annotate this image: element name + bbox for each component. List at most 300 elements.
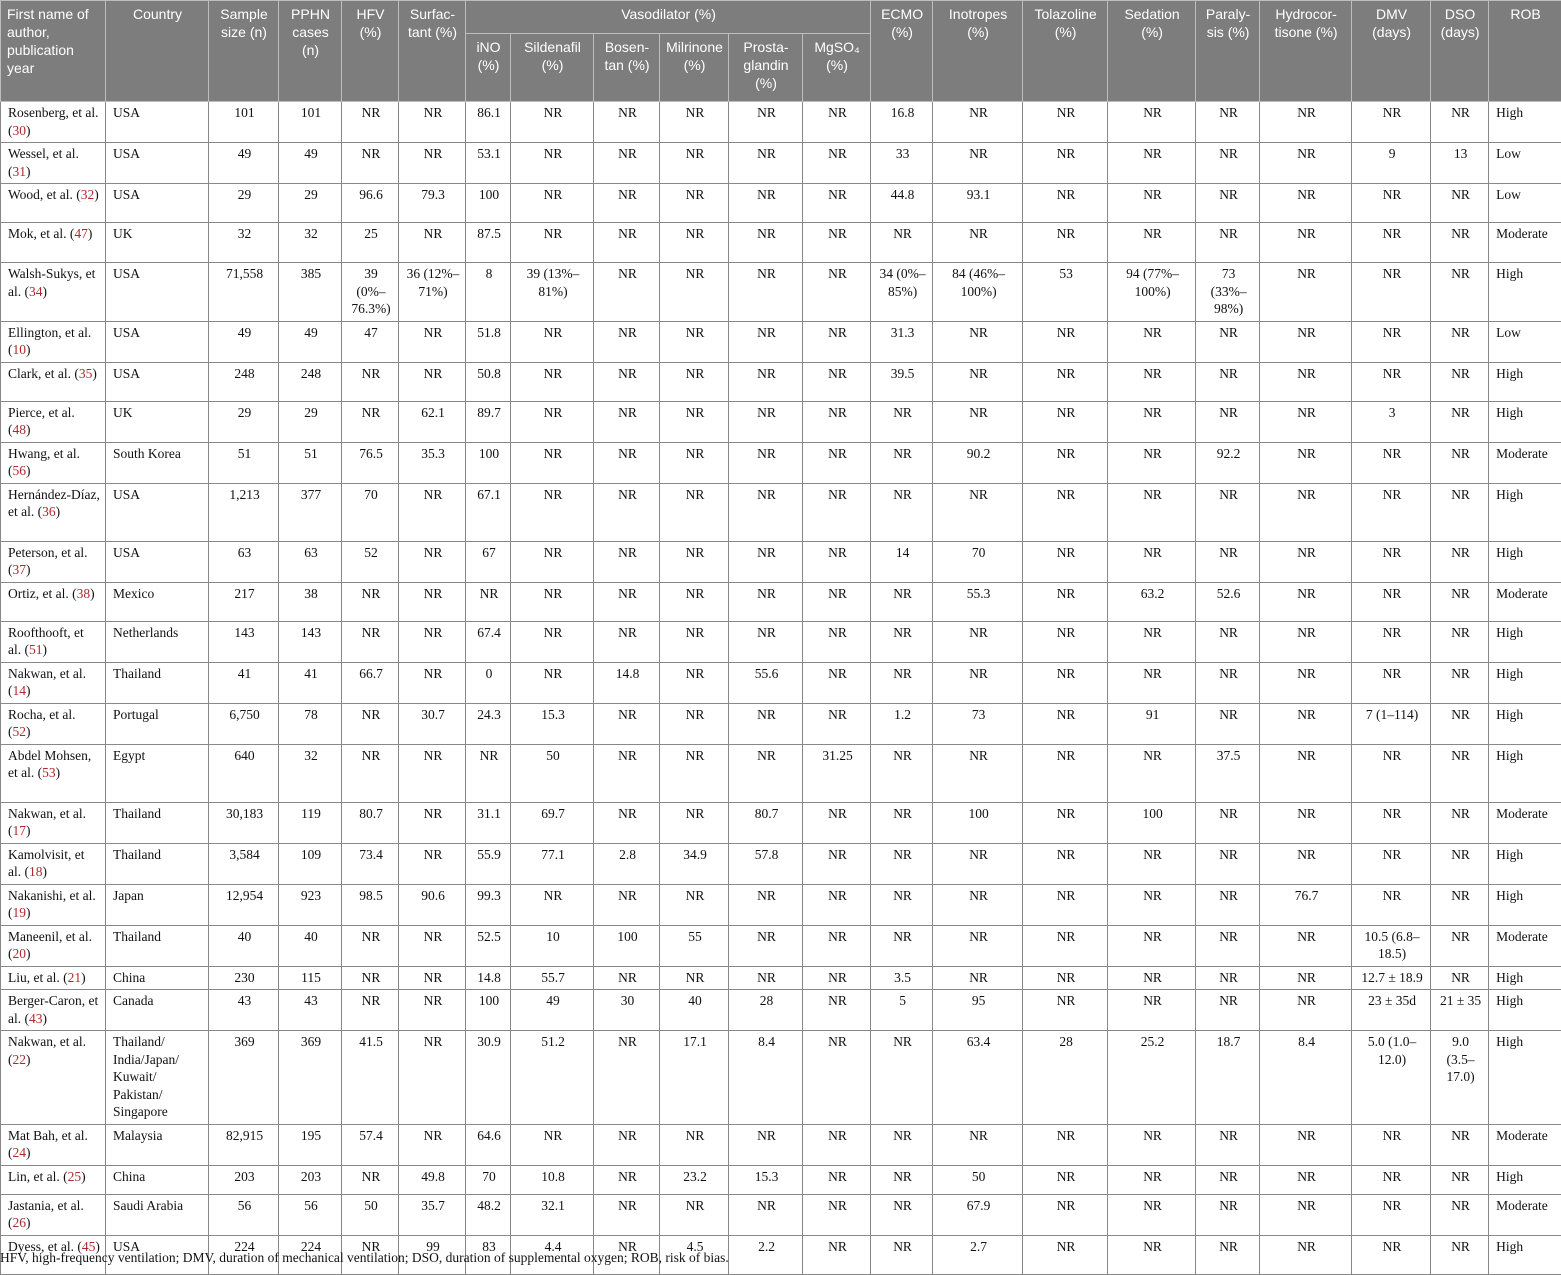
table-row xyxy=(1,1031,1561,1125)
cell-ecmo: NR xyxy=(871,1165,933,1194)
cell-sample-size: 49 xyxy=(209,321,279,362)
cell-hfv: NR xyxy=(342,1165,399,1194)
cell-inotropes: 2.7 xyxy=(933,1235,1023,1274)
cell-inotropes: NR xyxy=(933,662,1023,703)
author-name: Rocha, et al. xyxy=(8,707,75,722)
cell-country: Thailand xyxy=(106,802,209,843)
cell-mgso4: NR xyxy=(803,662,871,703)
cell-ino: 64.6 xyxy=(466,1124,511,1165)
table-row xyxy=(1,582,1561,621)
cell-rob: Moderate xyxy=(1489,1124,1561,1165)
cell-ino: NR xyxy=(466,744,511,802)
cell-milrinone: 55 xyxy=(660,925,729,966)
cell-country: USA xyxy=(106,321,209,362)
cell-sildenafil: NR xyxy=(511,483,594,541)
cell-bosentan: NR xyxy=(594,184,660,223)
cell-milrinone: NR xyxy=(660,966,729,990)
cell-ecmo: 14 xyxy=(871,541,933,582)
cell-mgso4: NR xyxy=(803,703,871,744)
cell-prostaglandin: 15.3 xyxy=(729,1165,803,1194)
reference-link[interactable]: 36 xyxy=(42,504,56,519)
header-rob: ROB xyxy=(1489,1,1561,102)
cell-sedation: NR xyxy=(1108,483,1196,541)
cell-dso: NR xyxy=(1431,362,1489,401)
cell-dso: NR xyxy=(1431,1235,1489,1274)
cell-ino: 48.2 xyxy=(466,1194,511,1235)
cell-paralysis: NR xyxy=(1196,925,1260,966)
reference-link[interactable]: 56 xyxy=(13,463,27,478)
cell-ino: 31.1 xyxy=(466,802,511,843)
cell-ino: 67.4 xyxy=(466,621,511,662)
cell-hfv: 41.5 xyxy=(342,1031,399,1125)
reference-link[interactable]: 26 xyxy=(13,1215,27,1230)
cell-rob: Moderate xyxy=(1489,802,1561,843)
cell-hydrocortisone: NR xyxy=(1260,263,1352,322)
cell-prostaglandin: NR xyxy=(729,925,803,966)
reference-link[interactable]: 19 xyxy=(13,905,27,920)
cell-mgso4: NR xyxy=(803,884,871,925)
cell-inotropes: NR xyxy=(933,362,1023,401)
cell-tolazoline: NR xyxy=(1023,1235,1108,1274)
cell-surfactant: NR xyxy=(399,621,466,662)
cell-sedation: NR xyxy=(1108,990,1196,1031)
reference-link[interactable]: 31 xyxy=(13,164,27,179)
cell-milrinone: NR xyxy=(660,621,729,662)
cell-mgso4: NR xyxy=(803,362,871,401)
cell-tolazoline: NR xyxy=(1023,184,1108,223)
cell-mgso4: NR xyxy=(803,401,871,442)
cell-surfactant: NR xyxy=(399,662,466,703)
cell-sample-size: 230 xyxy=(209,966,279,990)
header-sample-size: Sample size (n) xyxy=(209,1,279,102)
cell-paralysis: NR xyxy=(1196,990,1260,1031)
reference-link[interactable]: 38 xyxy=(77,586,91,601)
cell-dmv: NR xyxy=(1352,223,1431,263)
cell-surfactant: NR xyxy=(399,1031,466,1125)
cell-sedation: NR xyxy=(1108,884,1196,925)
cell-surfactant: 35.3 xyxy=(399,442,466,483)
cell-country: USA xyxy=(106,483,209,541)
cell-country: Thailand xyxy=(106,843,209,884)
cell-dmv: 12.7 ± 18.9 xyxy=(1352,966,1431,990)
cell-prostaglandin: NR xyxy=(729,884,803,925)
cell-sedation: NR xyxy=(1108,321,1196,362)
cell-sedation: 91 xyxy=(1108,703,1196,744)
cell-surfactant: 62.1 xyxy=(399,401,466,442)
cell-sedation: NR xyxy=(1108,223,1196,263)
cell-bosentan: 100 xyxy=(594,925,660,966)
cell-mgso4: NR xyxy=(803,1194,871,1235)
cell-author: Roofthooft, et al. (51) xyxy=(1,621,106,662)
cell-hfv: NR xyxy=(342,966,399,990)
cell-hydrocortisone: NR xyxy=(1260,802,1352,843)
cell-mgso4: 31.25 xyxy=(803,744,871,802)
cell-sample-size: 32 xyxy=(209,223,279,263)
cell-rob: High xyxy=(1489,990,1561,1031)
author-name: Mat Bah, et al. xyxy=(8,1128,88,1143)
cell-bosentan: NR xyxy=(594,321,660,362)
author-name: Dyess, et al. xyxy=(8,1239,74,1254)
cell-surfactant: NR xyxy=(399,362,466,401)
cell-pphn-cases: 43 xyxy=(279,990,342,1031)
cell-rob: High xyxy=(1489,744,1561,802)
cell-hfv: 76.5 xyxy=(342,442,399,483)
cell-hydrocortisone: NR xyxy=(1260,223,1352,263)
cell-tolazoline: NR xyxy=(1023,1124,1108,1165)
reference-link[interactable]: 52 xyxy=(13,724,27,739)
cell-sedation: NR xyxy=(1108,925,1196,966)
reference-link[interactable]: 18 xyxy=(29,864,43,879)
cell-ecmo: NR xyxy=(871,1194,933,1235)
table-row xyxy=(1,483,1561,541)
cell-country: China xyxy=(106,966,209,990)
cell-mgso4: NR xyxy=(803,582,871,621)
cell-sildenafil: 39 (13%–81%) xyxy=(511,263,594,322)
cell-hydrocortisone: NR xyxy=(1260,703,1352,744)
cell-hfv: 52 xyxy=(342,541,399,582)
cell-country: Thailand xyxy=(106,662,209,703)
cell-pphn-cases: 29 xyxy=(279,401,342,442)
cell-inotropes: NR xyxy=(933,143,1023,184)
cell-ino: 30.9 xyxy=(466,1031,511,1125)
cell-prostaglandin: NR xyxy=(729,102,803,143)
cell-prostaglandin: 55.6 xyxy=(729,662,803,703)
cell-sedation: NR xyxy=(1108,362,1196,401)
cell-rob: High xyxy=(1489,1165,1561,1194)
cell-ecmo: NR xyxy=(871,223,933,263)
cell-ecmo: NR xyxy=(871,1124,933,1165)
cell-author: Nakanishi, et al. (19) xyxy=(1,884,106,925)
cell-bosentan: NR xyxy=(594,483,660,541)
cell-ecmo: NR xyxy=(871,884,933,925)
table-row xyxy=(1,1124,1561,1165)
cell-author: Nakwan, et al. (17) xyxy=(1,802,106,843)
cell-mgso4: NR xyxy=(803,621,871,662)
cell-sample-size: 224 xyxy=(209,1235,279,1274)
cell-hydrocortisone: NR xyxy=(1260,1124,1352,1165)
reference-link[interactable]: 20 xyxy=(13,946,27,961)
table-row xyxy=(1,102,1561,143)
cell-author: Dyess, et al. (45) xyxy=(1,1235,106,1274)
cell-hydrocortisone: NR xyxy=(1260,582,1352,621)
cell-tolazoline: NR xyxy=(1023,1194,1108,1235)
cell-rob: Low xyxy=(1489,184,1561,223)
reference-link[interactable]: 37 xyxy=(13,562,27,577)
reference-link[interactable]: 48 xyxy=(13,422,27,437)
header-ecmo: ECMO (%) xyxy=(871,1,933,102)
cell-dso: NR xyxy=(1431,541,1489,582)
cell-prostaglandin: 80.7 xyxy=(729,802,803,843)
reference-link[interactable]: 24 xyxy=(13,1145,27,1160)
reference-link[interactable]: 43 xyxy=(29,1011,43,1026)
cell-milrinone: NR xyxy=(660,1194,729,1235)
cell-paralysis: NR xyxy=(1196,401,1260,442)
cell-mgso4: NR xyxy=(803,483,871,541)
cell-pphn-cases: 109 xyxy=(279,843,342,884)
cell-author: Berger-Caron, et al. (43) xyxy=(1,990,106,1031)
cell-sildenafil: NR xyxy=(511,102,594,143)
reference-link[interactable]: 14 xyxy=(13,683,27,698)
cell-dso: NR xyxy=(1431,802,1489,843)
cell-milrinone: 17.1 xyxy=(660,1031,729,1125)
cell-tolazoline: NR xyxy=(1023,884,1108,925)
cell-paralysis: NR xyxy=(1196,703,1260,744)
cell-rob: Low xyxy=(1489,143,1561,184)
cell-rob: High xyxy=(1489,703,1561,744)
cell-surfactant: NR xyxy=(399,541,466,582)
cell-ecmo: 3.5 xyxy=(871,966,933,990)
cell-mgso4: NR xyxy=(803,184,871,223)
cell-prostaglandin: NR xyxy=(729,263,803,322)
cell-tolazoline: NR xyxy=(1023,442,1108,483)
cell-prostaglandin: NR xyxy=(729,143,803,184)
cell-dmv: NR xyxy=(1352,483,1431,541)
cell-dso: NR xyxy=(1431,621,1489,662)
cell-ino: 0 xyxy=(466,662,511,703)
cell-inotropes: NR xyxy=(933,843,1023,884)
cell-sedation: NR xyxy=(1108,966,1196,990)
cell-dso: NR xyxy=(1431,662,1489,703)
header-surfactant: Surfactant (%) xyxy=(399,1,466,102)
cell-rob: High xyxy=(1489,621,1561,662)
cell-author: Lin, et al. (25) xyxy=(1,1165,106,1194)
reference-link[interactable]: 30 xyxy=(13,123,27,138)
cell-milrinone: NR xyxy=(660,184,729,223)
cell-mgso4: NR xyxy=(803,1235,871,1274)
cell-inotropes: 70 xyxy=(933,541,1023,582)
cell-sedation: NR xyxy=(1108,662,1196,703)
author-name: Nakwan, et al. xyxy=(8,666,86,681)
author-name: Nakwan, et al. xyxy=(8,806,86,821)
cell-inotropes: 55.3 xyxy=(933,582,1023,621)
cell-milrinone: NR xyxy=(660,1124,729,1165)
cell-author: Maneenil, et al. (20) xyxy=(1,925,106,966)
cell-sample-size: 29 xyxy=(209,401,279,442)
author-name: Hwang, et al. xyxy=(8,446,80,461)
cell-pphn-cases: 101 xyxy=(279,102,342,143)
cell-sample-size: 1,213 xyxy=(209,483,279,541)
cell-dmv: NR xyxy=(1352,541,1431,582)
cell-sildenafil: 4.4 xyxy=(511,1235,594,1274)
table-row xyxy=(1,966,1561,990)
table-row xyxy=(1,442,1561,483)
cell-inotropes: NR xyxy=(933,102,1023,143)
cell-author: Jastania, et al. (26) xyxy=(1,1194,106,1235)
author-name: Clark, et al. xyxy=(8,366,71,381)
cell-mgso4: NR xyxy=(803,990,871,1031)
cell-ecmo: 1.2 xyxy=(871,703,933,744)
cell-rob: Moderate xyxy=(1489,925,1561,966)
cell-paralysis: NR xyxy=(1196,621,1260,662)
cell-pphn-cases: 377 xyxy=(279,483,342,541)
cell-dso: NR xyxy=(1431,483,1489,541)
cell-paralysis: NR xyxy=(1196,1165,1260,1194)
cell-ecmo: 5 xyxy=(871,990,933,1031)
cell-author: Rocha, et al. (52) xyxy=(1,703,106,744)
cell-hydrocortisone: NR xyxy=(1260,621,1352,662)
cell-sildenafil: NR xyxy=(511,884,594,925)
cell-hfv: NR xyxy=(342,362,399,401)
reference-link[interactable]: 25 xyxy=(68,1169,82,1184)
cell-mgso4: NR xyxy=(803,321,871,362)
cell-paralysis: NR xyxy=(1196,541,1260,582)
author-name: Rosenberg, et al. xyxy=(8,105,98,120)
reference-link[interactable]: 34 xyxy=(29,284,43,299)
reference-link[interactable]: 51 xyxy=(29,642,43,657)
table-row xyxy=(1,223,1561,263)
cell-hydrocortisone: NR xyxy=(1260,744,1352,802)
cell-ino: 87.5 xyxy=(466,223,511,263)
reference-link[interactable]: 22 xyxy=(13,1052,27,1067)
cell-sedation: 94 (77%–100%) xyxy=(1108,263,1196,322)
cell-pphn-cases: 143 xyxy=(279,621,342,662)
cell-hfv: 39 (0%–76.3%) xyxy=(342,263,399,322)
cell-author: Ellington, et al. (10) xyxy=(1,321,106,362)
cell-rob: Low xyxy=(1489,321,1561,362)
cell-ecmo: NR xyxy=(871,401,933,442)
cell-bosentan: NR xyxy=(594,744,660,802)
cell-dmv: NR xyxy=(1352,184,1431,223)
cell-rob: High xyxy=(1489,401,1561,442)
cell-hydrocortisone: NR xyxy=(1260,442,1352,483)
table-row xyxy=(1,925,1561,966)
cell-surfactant: 90.6 xyxy=(399,884,466,925)
author-name: Nakwan, et al. xyxy=(8,1034,86,1049)
cell-country: Thailand/ India/Japan/ Kuwait/ Pakistan/ Singapore xyxy=(106,1031,209,1125)
cell-inotropes: NR xyxy=(933,321,1023,362)
cell-dso: NR xyxy=(1431,884,1489,925)
header-hydrocortisone: Hydrocortisone (%) xyxy=(1260,1,1352,102)
table-row xyxy=(1,744,1561,802)
cell-author: Hwang, et al. (56) xyxy=(1,442,106,483)
cell-prostaglandin: 2.2 xyxy=(729,1235,803,1274)
cell-country: Netherlands xyxy=(106,621,209,662)
cell-dmv: 9 xyxy=(1352,143,1431,184)
cell-rob: High xyxy=(1489,966,1561,990)
cell-milrinone: NR xyxy=(660,541,729,582)
header-dmv: DMV (days) xyxy=(1352,1,1431,102)
cell-ino: NR xyxy=(466,582,511,621)
cell-prostaglandin: NR xyxy=(729,1194,803,1235)
cell-ino: 14.8 xyxy=(466,966,511,990)
table-row xyxy=(1,401,1561,442)
cell-sedation: NR xyxy=(1108,541,1196,582)
cell-inotropes: NR xyxy=(933,621,1023,662)
cell-country: Portugal xyxy=(106,703,209,744)
cell-country: South Korea xyxy=(106,442,209,483)
cell-dso: NR xyxy=(1431,582,1489,621)
table-row xyxy=(1,990,1561,1031)
reference-link[interactable]: 21 xyxy=(68,970,82,985)
cell-dso: NR xyxy=(1431,925,1489,966)
cell-tolazoline: NR xyxy=(1023,483,1108,541)
cell-hydrocortisone: NR xyxy=(1260,401,1352,442)
cell-country: Mexico xyxy=(106,582,209,621)
cell-dso: NR xyxy=(1431,184,1489,223)
cell-tolazoline: NR xyxy=(1023,843,1108,884)
cell-hfv: NR xyxy=(342,703,399,744)
cell-surfactant: NR xyxy=(399,744,466,802)
cell-milrinone: NR xyxy=(660,582,729,621)
cell-pphn-cases: 203 xyxy=(279,1165,342,1194)
cell-prostaglandin: NR xyxy=(729,184,803,223)
cell-prostaglandin: NR xyxy=(729,621,803,662)
table-row xyxy=(1,321,1561,362)
cell-country: USA xyxy=(106,1235,209,1274)
header-milrinone: Milrinone (%) xyxy=(660,34,729,102)
cell-bosentan: NR xyxy=(594,401,660,442)
reference-link[interactable]: 45 xyxy=(82,1239,96,1254)
cell-dmv: NR xyxy=(1352,802,1431,843)
table-row xyxy=(1,884,1561,925)
cell-sildenafil: NR xyxy=(511,662,594,703)
cell-inotropes: NR xyxy=(933,401,1023,442)
cell-author: Mok, et al. (47) xyxy=(1,223,106,263)
cell-milrinone: 23.2 xyxy=(660,1165,729,1194)
author-name: Jastania, et al. xyxy=(8,1198,84,1213)
cell-tolazoline: NR xyxy=(1023,401,1108,442)
reference-link[interactable]: 35 xyxy=(79,366,93,381)
reference-link[interactable]: 10 xyxy=(13,342,27,357)
cell-dso: NR xyxy=(1431,966,1489,990)
cell-inotropes: NR xyxy=(933,884,1023,925)
cell-inotropes: 90.2 xyxy=(933,442,1023,483)
cell-sildenafil: NR xyxy=(511,401,594,442)
cell-ino: 100 xyxy=(466,184,511,223)
cell-hfv: 57.4 xyxy=(342,1124,399,1165)
cell-prostaglandin: 28 xyxy=(729,990,803,1031)
cell-dmv: 10.5 (6.8–18.5) xyxy=(1352,925,1431,966)
cell-hfv: 96.6 xyxy=(342,184,399,223)
cell-tolazoline: NR xyxy=(1023,102,1108,143)
cell-pphn-cases: 369 xyxy=(279,1031,342,1125)
table-row xyxy=(1,1165,1561,1194)
cell-surfactant: NR xyxy=(399,843,466,884)
cell-sildenafil: 51.2 xyxy=(511,1031,594,1125)
cell-prostaglandin: NR xyxy=(729,703,803,744)
reference-link[interactable]: 53 xyxy=(42,765,56,780)
table-row xyxy=(1,802,1561,843)
cell-dmv: NR xyxy=(1352,1235,1431,1274)
cell-pphn-cases: 56 xyxy=(279,1194,342,1235)
header-prostaglandin: Prostaglandin (%) xyxy=(729,34,803,102)
author-name: Hernández-Díaz, et al. xyxy=(8,487,100,520)
cell-sample-size: 82,915 xyxy=(209,1124,279,1165)
cell-hfv: NR xyxy=(342,143,399,184)
cell-hydrocortisone: NR xyxy=(1260,966,1352,990)
cell-author: Clark, et al. (35) xyxy=(1,362,106,401)
cell-author: Walsh-Sukys, et al. (34) xyxy=(1,263,106,322)
reference-link[interactable]: 32 xyxy=(81,187,95,202)
cell-mgso4: NR xyxy=(803,143,871,184)
cell-pphn-cases: 38 xyxy=(279,582,342,621)
cell-paralysis: NR xyxy=(1196,223,1260,263)
reference-link[interactable]: 47 xyxy=(74,226,88,241)
reference-link[interactable]: 17 xyxy=(13,823,27,838)
cell-hydrocortisone: NR xyxy=(1260,1235,1352,1274)
table-row xyxy=(1,184,1561,223)
author-name: Mok, et al. xyxy=(8,226,67,241)
cell-paralysis: 52.6 xyxy=(1196,582,1260,621)
header-first-name: First name of author, publication year xyxy=(1,1,106,102)
cell-bosentan: 2.8 xyxy=(594,843,660,884)
cell-dmv: 7 (1–114) xyxy=(1352,703,1431,744)
cell-surfactant: 99 xyxy=(399,1235,466,1274)
cell-bosentan: NR xyxy=(594,802,660,843)
cell-ecmo: NR xyxy=(871,925,933,966)
cell-ino: 8 xyxy=(466,263,511,322)
cell-prostaglandin: NR xyxy=(729,483,803,541)
